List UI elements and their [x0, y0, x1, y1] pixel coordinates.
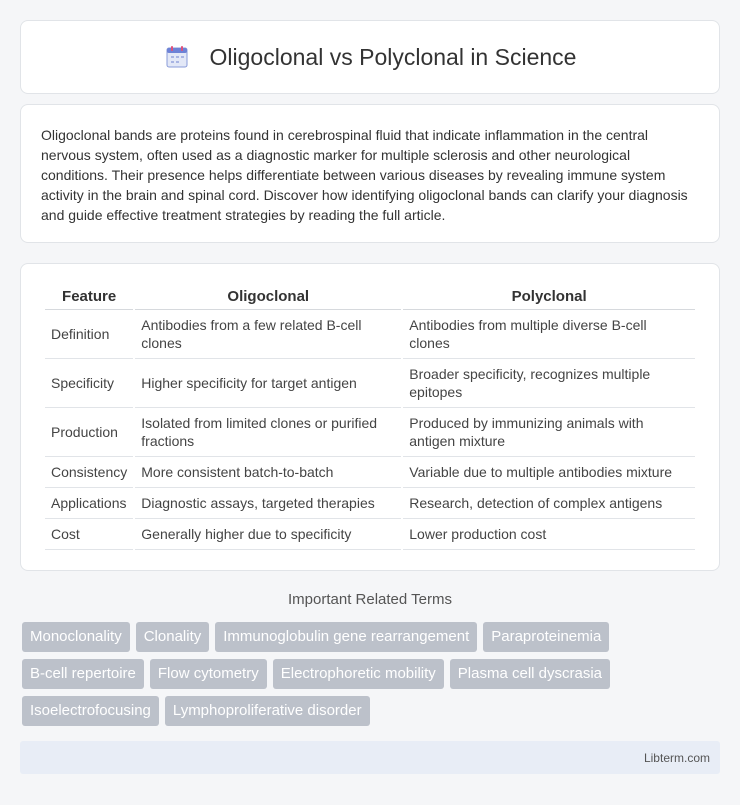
cell-polyclonal: Antibodies from multiple diverse B-cell clones	[403, 310, 695, 359]
page-title: Oligoclonal vs Polyclonal in Science	[209, 43, 577, 70]
cell-oligoclonal: Higher specificity for target antigen	[135, 359, 401, 408]
related-term-tag[interactable]: B-cell repertoire	[22, 659, 144, 689]
related-term-tag[interactable]: Plasma cell dyscrasia	[450, 659, 610, 689]
related-terms-list	[22, 622, 722, 726]
cell-feature: Definition	[45, 310, 133, 359]
cell-oligoclonal: Isolated from limited clones or purified fractions	[135, 408, 401, 457]
table-row	[45, 408, 695, 457]
comparison-table	[43, 284, 697, 550]
cell-polyclonal: Lower production cost	[403, 519, 695, 550]
title-wrap	[164, 44, 577, 71]
related-term-tag[interactable]: Lymphoproliferative disorder	[165, 696, 370, 726]
calendar-icon	[164, 44, 190, 70]
cell-oligoclonal: Generally higher due to specificity	[135, 519, 401, 550]
related-term-tag[interactable]: Monoclonality	[22, 622, 130, 652]
related-term-tag[interactable]: Paraproteinemia	[483, 622, 609, 652]
footer	[20, 741, 720, 774]
cell-oligoclonal: Antibodies from a few related B-cell clones	[135, 310, 401, 359]
cell-feature: Applications	[45, 488, 133, 519]
cell-polyclonal: Research, detection of complex antigens	[403, 488, 695, 519]
related-term-tag[interactable]: Immunoglobulin gene rearrangement	[215, 622, 477, 652]
intro-text: Oligoclonal bands are proteins found in cerebrospinal fluid that indicate inflammation in the central nervous system, often used as a diagnostic marker for multiple sclerosis and other neurological conditions. Their presence helps differentiate between various diseases by revealing immune system activity in the brain and spinal cord. Discover how identifying oligoclonal bands can clarify your diagnosis and guide effective treatment strategies by reading the full article.	[41, 127, 688, 223]
cell-polyclonal: Variable due to multiple antibodies mixture	[403, 457, 695, 488]
table-row	[45, 519, 695, 550]
footer-site-link[interactable]: Libterm.com	[643, 750, 710, 765]
header-polyclonal: Polyclonal	[403, 284, 695, 310]
related-terms-title: Important Related Terms	[288, 591, 452, 608]
table-row	[45, 488, 695, 519]
intro-card	[20, 104, 720, 243]
table-row	[45, 457, 695, 488]
cell-oligoclonal: Diagnostic assays, targeted therapies	[135, 488, 401, 519]
header-card	[20, 20, 720, 94]
cell-feature: Consistency	[45, 457, 133, 488]
cell-feature: Cost	[45, 519, 133, 550]
cell-feature: Specificity	[45, 359, 133, 408]
table-row	[45, 310, 695, 359]
cell-oligoclonal: More consistent batch-to-batch	[135, 457, 401, 488]
cell-polyclonal: Produced by immunizing animals with antigen mixture	[403, 408, 695, 457]
comparison-table-card	[20, 263, 720, 571]
cell-polyclonal: Broader specificity, recognizes multiple epitopes	[403, 359, 695, 408]
header-oligoclonal: Oligoclonal	[135, 284, 401, 310]
table-row	[45, 359, 695, 408]
header-feature: Feature	[45, 284, 133, 310]
table-header-row	[45, 284, 695, 310]
related-term-tag[interactable]: Electrophoretic mobility	[273, 659, 444, 689]
related-term-tag[interactable]: Isoelectrofocusing	[22, 696, 159, 726]
cell-feature: Production	[45, 408, 133, 457]
related-term-tag[interactable]: Clonality	[136, 622, 210, 652]
related-term-tag[interactable]: Flow cytometry	[150, 659, 267, 689]
